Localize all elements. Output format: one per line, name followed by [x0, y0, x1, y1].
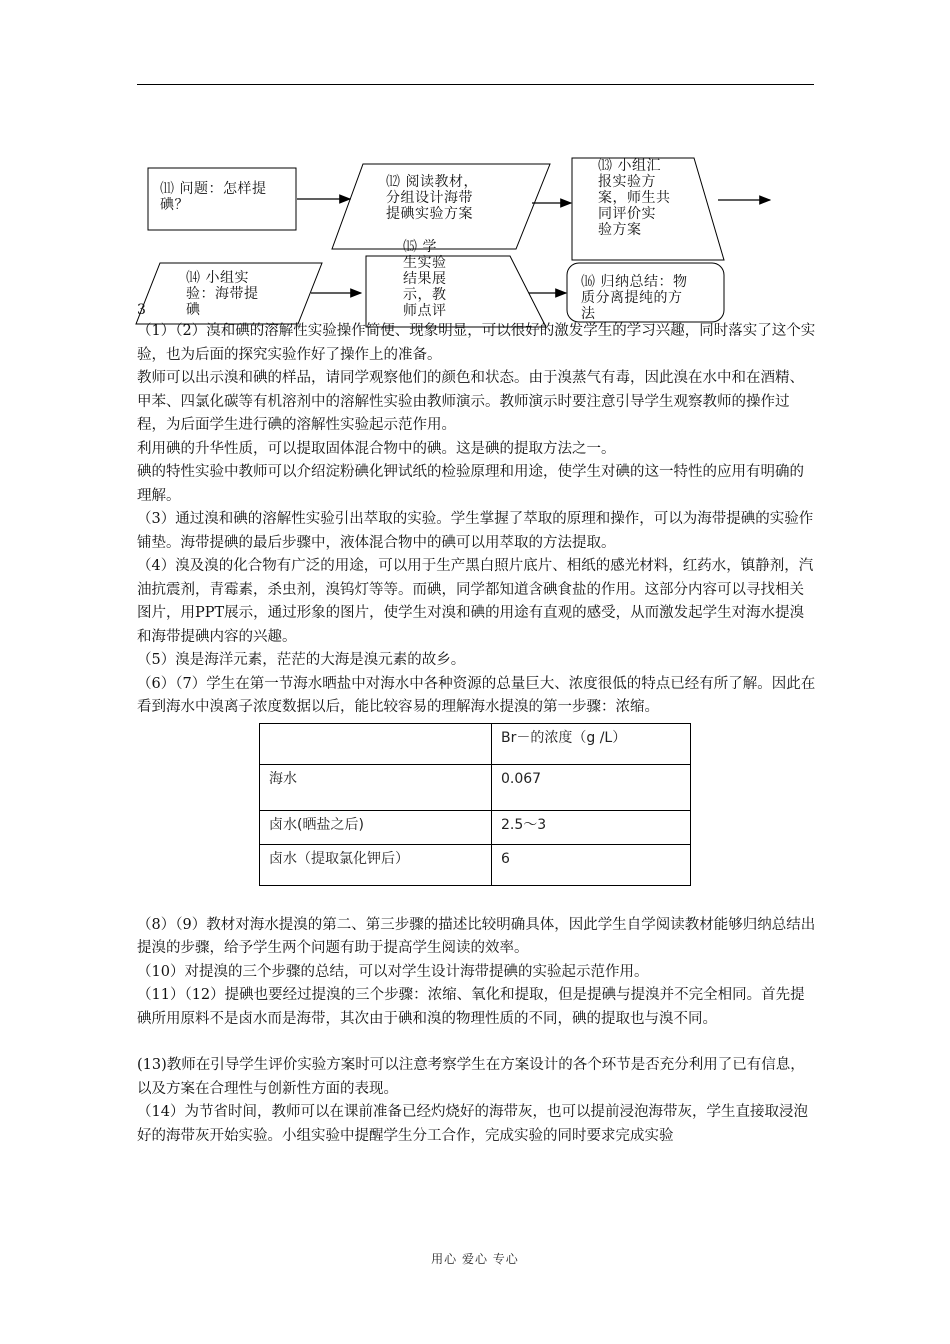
- table-row: [260, 810, 691, 844]
- node-16-text: ⒃ 归纳总结：物 质分离提纯的方 法: [581, 274, 688, 322]
- node-12-text: ⑿ 阅读教材， 分组设计海带 提碘实验方案: [386, 174, 478, 222]
- node-13-text: ⒀ 小组汇 报实验方 案，师生共 同评价实 验方案: [598, 158, 671, 238]
- page-footer: 用心 爱心 专心: [431, 1252, 519, 1266]
- main-text: [137, 320, 817, 1148]
- flowchart: [0, 0, 950, 330]
- node-15-text: ⒂ 学 生实验 结果展 示，教 师点评: [403, 239, 447, 319]
- table-header-cell: [260, 723, 492, 764]
- paragraph: （6）（7）学生在第一节海水晒盐中对海水中各种资源的总量巨大、浓度很低的特点已经有所了解。因此在看到海水中溴离子浓度数据以后，能比较容易的理解海水提溴的第一步骤：浓缩。: [137, 675, 816, 715]
- paragraph: （5）溴是海洋元素，茫茫的大海是溴元素的故乡。: [137, 652, 466, 668]
- paragraph: 利用碘的升华性质，可以提取固体混合物中的碘。这是碘的提取方法之一。: [137, 440, 616, 457]
- table-row: [260, 844, 691, 885]
- table-cell: 卤水(晒盐之后): [260, 810, 492, 844]
- table-cell: 6: [492, 844, 691, 885]
- paragraph: （3）通过溴和碘的溶解性实验引出萃取的实验。学生掌握了萃取的原理和操作，可以为海带提碘的实验作铺垫。海带提碘的最后步骤中，液体混合物中的碘可以用萃取的方法提取。: [137, 511, 814, 551]
- table-cell: 海水: [260, 764, 492, 810]
- paragraph: （14）为节省时间，教师可以在课前准备已经灼烧好的海带灰，也可以提前浸泡海带灰，学生直接取浸泡好的海带灰开始实验。小组实验中提醒学生分工合作，完成实验的同时要求完成实验: [137, 1104, 808, 1144]
- table-header-row: [260, 723, 691, 764]
- paragraph: (13)教师在引导学生评价实验方案时可以注意考察学生在方案设计的各个环节是否充分利用了已有信息，以及方案在合理性与创新性方面的表现。: [137, 1057, 805, 1097]
- table-cell: 0.067: [492, 764, 691, 810]
- paragraph: （10）对提溴的三个步骤的总结，可以对学生设计海带提碘的实验起示范作用。: [137, 963, 649, 980]
- table-row: [260, 764, 691, 810]
- paragraph: 教师可以出示溴和碘的样品，请同学观察他们的颜色和状态。由于溴蒸气有毒，因此溴在水中和在酒精、甲苯、四氯化碳等有机溶剂中的溶解性实验由教师演示。教师演示时要注意引导学生观察教师的操作过程，为后面学生进行碘的溶解性实验起示范作用。: [137, 370, 804, 433]
- paragraphs-after-table: [137, 914, 817, 1149]
- section-mark: 3: [137, 302, 147, 318]
- table-header-cell: Br－的浓度（g /L）: [492, 723, 691, 764]
- paragraph: （1）（2）溴和碘的溶解性实验操作简便、现象明显，可以很好的激发学生的学习兴趣，同时落实了这个实验，也为后面的探究实验作好了操作上的准备。: [137, 323, 816, 363]
- table-cell: 卤水（提取氯化钾后）: [260, 844, 492, 885]
- paragraph: 碘的特性实验中教师可以介绍淀粉碘化钾试纸的检验原理和用途，使学生对碘的这一特性的应用有明确的理解。: [137, 464, 804, 504]
- node-14-text: ⒁ 小组实 验：海带提 碘: [186, 270, 259, 318]
- paragraph: （4）溴及溴的化合物有广泛的用途，可以用于生产黑白照片底片、相纸的感光材料，红药水，镇静剂，汽油抗震剂，青霉素，杀虫剂，溴钨灯等等。而碘，同学都知道含碘食盐的作用。这部分内容可以寻找相关图片，用PPT展示，通过形象的图片，使学生对溴和碘的用途有直观的感受，从而激发起学生对海水提溴和海带提碘内容的兴趣。: [137, 558, 814, 645]
- paragraph: （11）（12）提碘也要经过提溴的三个步骤：浓缩、氧化和提取，但是提碘与提溴并不完全相同。首先提碘所用原料不是卤水而是海带，其次由于碘和溴的物理性质的不同，碘的提取也与溴不同。: [137, 987, 805, 1027]
- bromide-concentration-table: [259, 723, 691, 886]
- paragraph: （8）（9）教材对海水提溴的第二、第三步骤的描述比较明确具体，因此学生自学阅读教材能够归纳总结出提溴的步骤，给予学生两个问题有助于提高学生阅读的效率。: [137, 916, 816, 956]
- node-11-text: ⑾ 问题：怎样提 碘？: [160, 181, 267, 213]
- table-cell: 2.5～3: [492, 810, 691, 844]
